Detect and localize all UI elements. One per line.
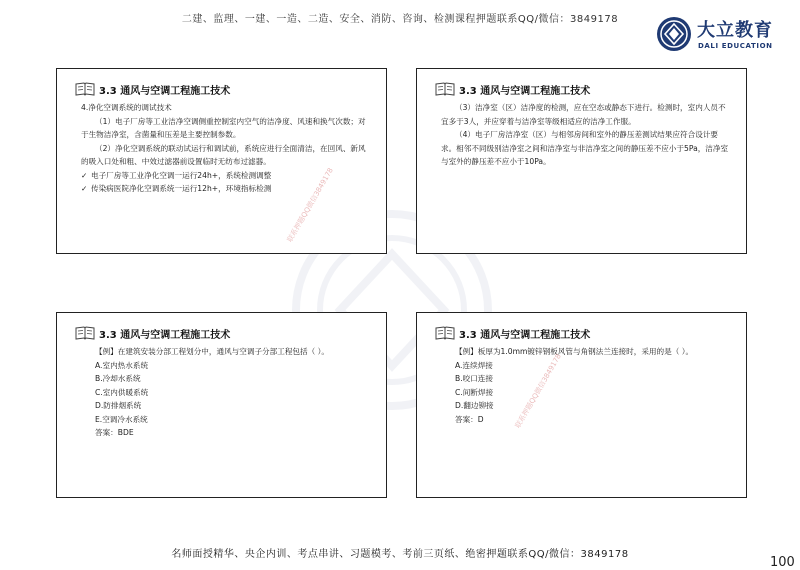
check-icon: ✓ <box>81 170 88 180</box>
page-number: 100 <box>770 555 795 570</box>
answer-option: D.防排烟系统 <box>95 401 142 410</box>
paragraph: （1）电子厂房等工业洁净空调侧重控制室内空气的洁净度、风速和换气次数；对于生物洁净室，含菌量和压差是主要控制参数。 <box>81 116 366 139</box>
slide-title: 3.3 通风与空调工程施工技术 <box>99 85 231 97</box>
check-text: 传染病医院净化空调系统一运行12h+，环境指标检测 <box>91 184 272 193</box>
answer-option: D.翻边铆接 <box>455 401 494 410</box>
logo-title: 大立教育 <box>697 20 773 41</box>
answer-text: 答案：D <box>455 414 484 424</box>
section-heading: 4.净化空调系统的调试技术 <box>81 103 172 112</box>
slide-title: 3.3 通风与空调工程施工技术 <box>99 329 231 341</box>
slide-card <box>416 312 747 498</box>
slide-body <box>441 101 729 169</box>
paragraph: （4）电子厂房洁净室（区）与相邻房间和室外的静压差测试结果应符合设计要求。相邻不同级别洁净室之间和洁净室与非洁净室之间的静压差不应小于5Pa，洁净室与室外的静压差不应小于10Pa。 <box>441 130 729 166</box>
open-book-icon <box>435 81 455 97</box>
slide-header <box>75 80 230 98</box>
logo-subtitle: DALI EDUCATION <box>698 42 773 50</box>
check-icon: ✓ <box>81 184 88 193</box>
open-book-icon <box>75 81 95 97</box>
question-text: 【例】板厚为1.0mm镀锌钢板风管与角钢法兰连接时，采用的是（ ）。 <box>455 347 694 356</box>
slide-title: 3.3 通风与空调工程施工技术 <box>459 329 591 341</box>
answer-text: 答案：BDE <box>95 428 134 437</box>
slide-card <box>416 68 747 254</box>
answer-option: B.咬口连接 <box>455 374 493 383</box>
slide-card <box>56 312 387 498</box>
header-banner: 二建、监理、一建、一造、二造、安全、消防、咨询、检测课程押题联系QQ/微信：3849178 <box>181 14 619 25</box>
paragraph: （2）净化空调系统的联动试运行和调试前，系统应进行全面清洁，在回风、新风的吸入口处和粗、中效过滤器前设置临时无纺布过滤器。 <box>81 143 366 166</box>
slide-header <box>435 80 590 98</box>
footer-banner: 名师面授精华、央企内训、考点串讲、习题模考、考前三页纸、绝密押题联系QQ/微信：3849178 <box>171 549 629 560</box>
answer-option: B.冷却水系统 <box>95 374 141 383</box>
slide-card <box>56 68 387 254</box>
answer-option: A.室内热水系统 <box>95 360 149 370</box>
slide-title: 3.3 通风与空调工程施工技术 <box>459 85 591 97</box>
answer-option: C.间断焊接 <box>455 387 494 397</box>
answer-option: E.空调冷水系统 <box>95 414 148 424</box>
open-book-icon <box>75 325 95 341</box>
slide-header <box>75 324 230 342</box>
check-text: 电子厂房等工业净化空调一运行24h+，系统检测调整 <box>91 170 272 180</box>
slide-body <box>81 345 369 440</box>
answer-option: C.室内供暖系统 <box>95 387 149 397</box>
contact-stamp: 联系押题QQ微信3849178 <box>285 166 335 244</box>
open-book-icon <box>435 325 455 341</box>
answer-option: A.连续焊接 <box>455 360 493 370</box>
contact-stamp: 联系押题QQ微信3849178 <box>513 352 563 430</box>
slide-body <box>441 345 729 426</box>
dali-logo-icon <box>656 16 692 52</box>
paragraph: （3）洁净室（区）洁净度的检测，应在空态或静态下进行。检测时，室内人员不宜多于3人，并应穿着与洁净室等级相适应的洁净工作服。 <box>441 103 726 126</box>
brand-logo <box>656 14 786 56</box>
question-text: 【例】在建筑安装分部工程划分中，通风与空调子分部工程包括（ ）。 <box>95 347 330 356</box>
slide-header <box>435 324 590 342</box>
